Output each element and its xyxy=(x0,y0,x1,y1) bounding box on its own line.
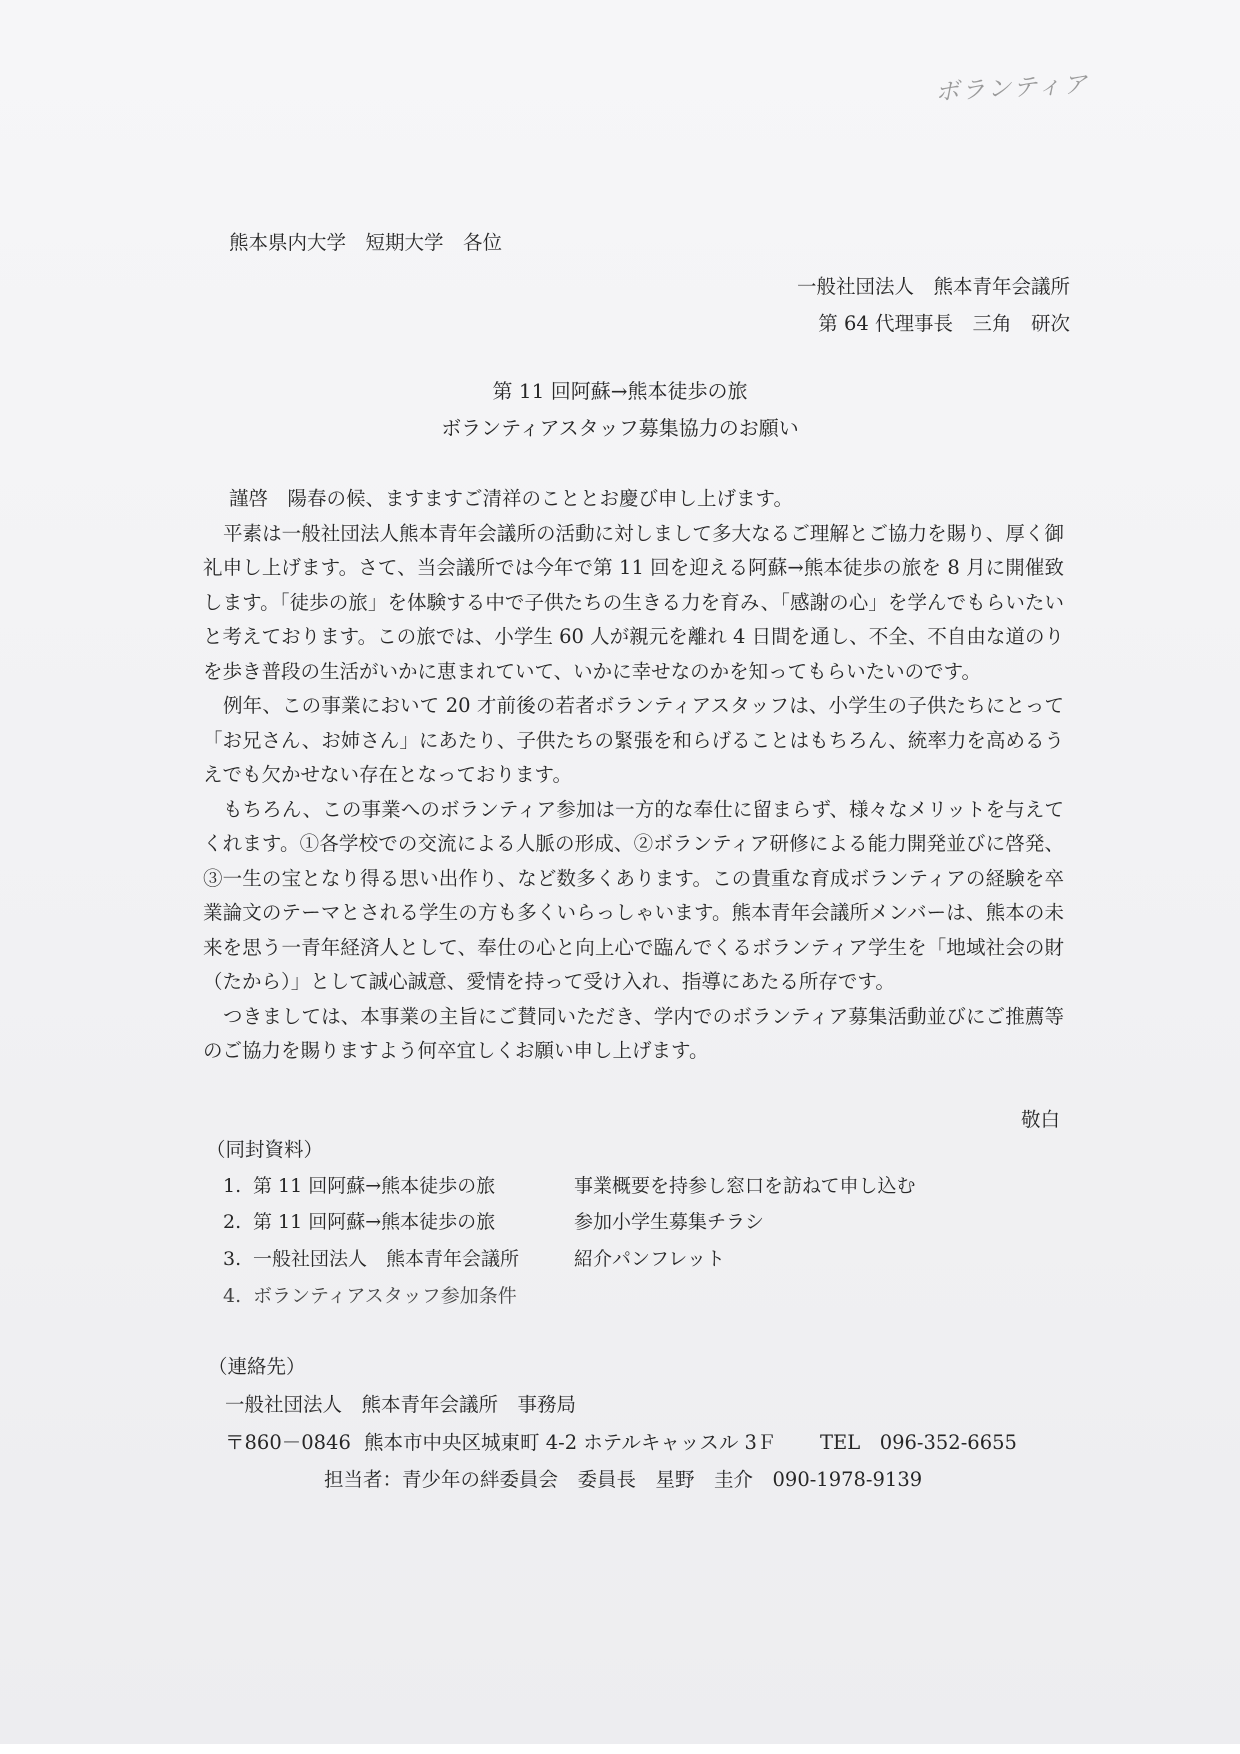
contact-tel: TEL 096-352-6655 xyxy=(820,1431,1017,1454)
enclosure-name: 第 11 回阿蘇→熊本徒歩の旅 xyxy=(253,1175,496,1197)
body-paragraph-4: つきましては、本事業の主旨にご賛同いただき、学内でのボランティア募集活動並びにご推薦等のご協力を賜りますよう何卒宜しくお願い申し上げます。 xyxy=(203,1004,1064,1062)
enclosure-name: ボランティアスタッフ参加条件 xyxy=(253,1285,517,1307)
body-paragraph-2: 例年、この事業において 20 才前後の若者ボランティアスタッフは、小学生の子供たちにとって「お兄さん、お姉さん」にあたり、子供たちの緊張を和らげることはもちろん、統率力を高めるうえでも欠かせない存在となっております。 xyxy=(203,694,1064,786)
handwritten-note: ボランティア xyxy=(934,69,1090,107)
body-paragraph-3: もちろん、この事業へのボランティア参加は一方的な奉仕に留まらず、様々なメリットを与えてくれます。①各学校での交流による人脈の形成、②ボランティア研修による能力開発並びに啓発、③一生の宝となり得る思い出作り、など数多くあります。この貴重な育成ボランティアの経験を卒業論文のテーマとされる学生の方も多くいらっしゃいます。熊本青年会議所メンバーは、熊本の未来を思う一青年経済人として、奉仕の心と向上心で臨んでくるボランティア学生を「地域社会の財（たから）」として誠心誠意、愛情を持って受け入れ、指導にあたる所存です。 xyxy=(203,797,1064,993)
title-line-1: 第 11 回阿蘇→熊本徒歩の旅 xyxy=(492,379,748,403)
sender-organization: 一般社団法人 熊本青年会議所 xyxy=(796,275,1070,298)
enclosure-number: 3. xyxy=(223,1248,242,1270)
body-paragraph-1: 平素は一般社団法人熊本青年会議所の活動に対しまして多大なるご理解とご協力を賜り、厚く御礼申し上げます。さて、当会議所では今年で第 11 回を迎える阿蘇→熊本徒歩の旅を 8 月に開催致します。「徒歩の旅」を体験する中で子供たちの生きる力を育み、「感謝の心」を学んでもらいたいと考えております。この旅では、小学生 60 人が親元を離れ 4 日間を通し、不全、不自由な道のりを歩き普段の生活がいかに恵まれていて、いかに幸せなのかを知ってもらいたいのです。 xyxy=(203,521,1064,683)
enclosure-number: 2. xyxy=(223,1211,242,1233)
body-paragraph-greeting: 謹啓 陽春の候、ますますご清祥のこととお慶び申し上げます。 xyxy=(229,487,793,510)
contact-postal-code: 〒860－0846 xyxy=(225,1431,351,1454)
enclosure-item xyxy=(223,1213,495,1232)
enclosure-item xyxy=(223,1177,495,1196)
enclosure-name: 一般社団法人 熊本青年会議所 xyxy=(253,1248,520,1270)
enclosure-number: 1. xyxy=(223,1175,242,1197)
letter-body xyxy=(203,482,1064,1069)
closing: 敬白 xyxy=(1020,1108,1060,1131)
enclosure-description: 事業概要を持参し窓口を訪ねて申し込む xyxy=(574,1175,916,1197)
enclosure-item xyxy=(223,1287,517,1306)
enclosure-item xyxy=(223,1250,519,1269)
enclosure-number: 4. xyxy=(223,1285,242,1307)
title-line-2: ボランティアスタッフ募集協力のお願い xyxy=(441,416,799,440)
contact-heading: （連絡先） xyxy=(208,1355,306,1378)
enclosure-description: 紹介パンフレット xyxy=(574,1248,726,1270)
contact-address: 熊本市中央区城東町 4-2 ホテルキャッスル 3Ｆ xyxy=(364,1431,777,1454)
sender-representative: 第 64 代理事長 三角 研次 xyxy=(818,312,1070,335)
contact-person: 担当者：青少年の絆委員会 委員長 星野 圭介 090-1978-9139 xyxy=(324,1468,923,1491)
scan-edge xyxy=(0,1744,1240,1754)
enclosure-description: 参加小学生募集チラシ xyxy=(574,1211,765,1233)
enclosures-heading: （同封資料） xyxy=(206,1138,324,1161)
enclosure-name: 第 11 回阿蘇→熊本徒歩の旅 xyxy=(253,1211,496,1233)
contact-organization: 一般社団法人 熊本青年会議所 事務局 xyxy=(225,1393,577,1416)
addressee: 熊本県内大学 短期大学 各位 xyxy=(229,231,503,254)
